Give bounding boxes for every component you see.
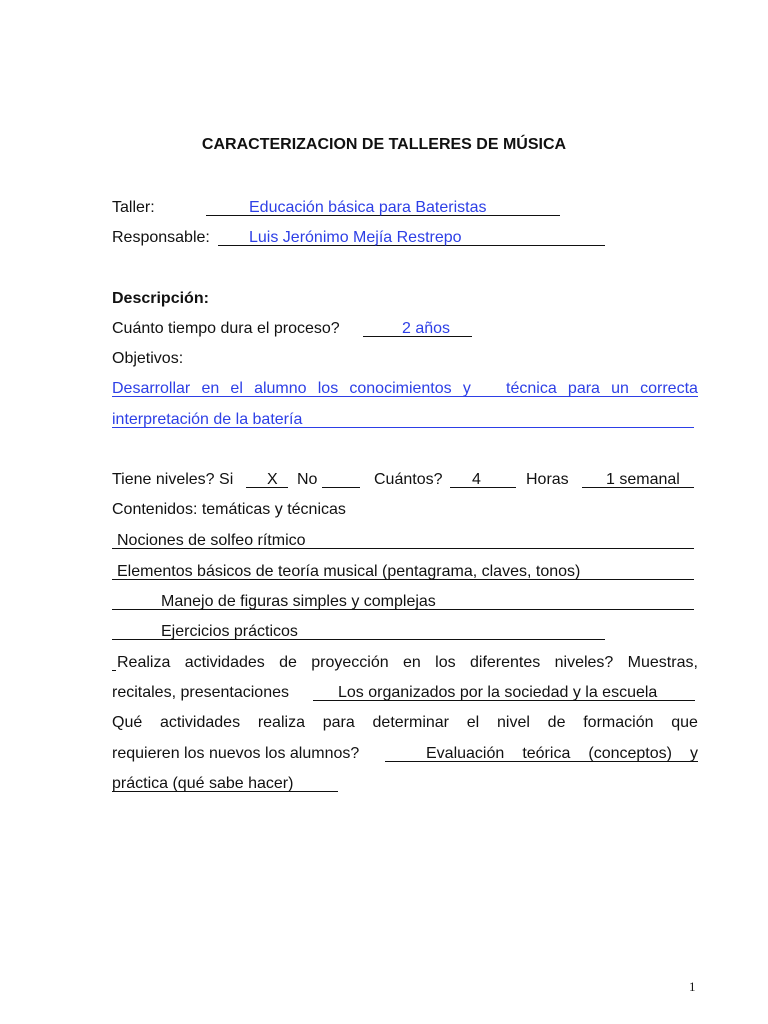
word: teórica: [522, 745, 571, 762]
word: en: [403, 654, 421, 671]
proyeccion-mark: [112, 653, 116, 671]
word: correcta: [640, 380, 698, 397]
word: de: [547, 714, 566, 731]
word: Muestras,: [627, 654, 698, 671]
objetivos-line-1-underline: [112, 379, 698, 397]
niveles-cuantos-value: 4: [472, 471, 481, 488]
proyeccion-line-2: recitales, presentaciones: [112, 684, 289, 701]
formacion-value-line: [426, 744, 698, 764]
niveles-horas-value: 1 semanal: [606, 471, 680, 488]
word: de: [279, 654, 297, 671]
document-title: CARACTERIZACION DE TALLERES DE MÚSICA: [201, 136, 567, 153]
niveles-cuantos-underline: [450, 470, 516, 488]
contenidos-label: Contenidos: temáticas y técnicas: [112, 501, 346, 518]
duracion-question: Cuánto tiempo dura el proceso?: [112, 320, 340, 337]
objetivos-line-2-underline: [112, 410, 694, 428]
word: formación: [583, 714, 654, 731]
word: conocimientos: [349, 380, 452, 397]
contenido-item: Manejo de figuras simples y complejas: [161, 593, 436, 610]
niveles-no-label: No: [297, 471, 318, 488]
descripcion-heading: Descripción:: [112, 290, 209, 307]
duracion-value: 2 años: [402, 320, 451, 337]
word: actividades: [160, 714, 241, 731]
word: en: [201, 380, 220, 397]
word: y: [462, 380, 471, 397]
niveles-si-value: X: [267, 471, 278, 488]
niveles-no-underline: [322, 470, 360, 488]
word: (conceptos): [588, 745, 672, 762]
responsable-label: Responsable:: [112, 229, 210, 246]
word: los: [317, 380, 339, 397]
word: técnica: [506, 380, 557, 397]
contenido-item: Ejercicios prácticos: [161, 623, 298, 640]
word: y: [690, 745, 698, 762]
word: el: [230, 380, 243, 397]
contenido-item: Elementos básicos de teoría musical (pentagrama, claves, tonos): [117, 563, 581, 580]
word: Realiza: [117, 654, 171, 671]
niveles-question: Tiene niveles? Si: [112, 471, 234, 488]
formacion-line-3: práctica (qué sabe hacer): [112, 775, 294, 792]
word: el: [466, 714, 480, 731]
responsable-value: Luis Jerónimo Mejía Restrepo: [249, 229, 462, 246]
contenido-item: Nociones de solfeo rítmico: [117, 532, 306, 549]
word: niveles?: [554, 654, 614, 671]
word: Desarrollar: [112, 380, 191, 397]
proyeccion-line-1: [117, 653, 698, 673]
niveles-cuantos-label: Cuántos?: [374, 471, 443, 488]
word: alumno: [254, 380, 307, 397]
formacion-line-1: [112, 713, 698, 733]
word: un: [611, 380, 629, 397]
word: Evaluación: [426, 745, 505, 762]
word: actividades: [184, 654, 265, 671]
page-number: 1: [689, 979, 696, 994]
objetivos-label: Objetivos:: [112, 350, 184, 367]
word: proyección: [311, 654, 389, 671]
word: realiza: [257, 714, 305, 731]
word: los: [435, 654, 456, 671]
proyeccion-value: Los organizados por la sociedad y la escuela: [338, 684, 658, 701]
word: nivel: [497, 714, 530, 731]
formacion-line-2: requieren los nuevos los alumnos?: [112, 745, 360, 762]
word: determinar: [372, 714, 450, 731]
word: que: [671, 714, 698, 731]
word: para: [567, 380, 600, 397]
word: para: [322, 714, 355, 731]
word: Qué: [112, 714, 143, 731]
taller-value: Educación básica para Bateristas: [249, 199, 487, 216]
word: diferentes: [469, 654, 541, 671]
objetivos-line-2: interpretación de la batería: [112, 411, 303, 428]
niveles-horas-label: Horas: [526, 471, 569, 488]
taller-label: Taller:: [112, 199, 155, 216]
